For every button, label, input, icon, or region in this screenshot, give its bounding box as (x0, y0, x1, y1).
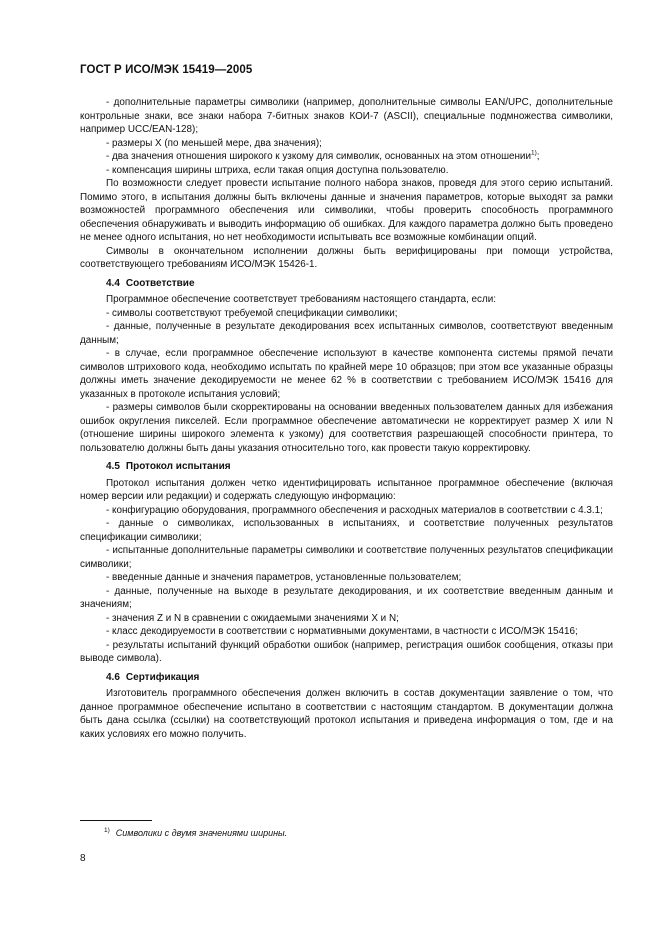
paragraph (80, 245, 613, 272)
list-item (80, 571, 613, 585)
footnote-divider (80, 820, 152, 821)
paragraph-text: - данные о символиках, использованных в испытаниях, и соответствие полученных результатов спецификации символики; (80, 518, 613, 543)
list-item (80, 307, 613, 321)
paragraph (80, 477, 613, 504)
list-item (80, 612, 613, 626)
footnote-reference: 1) (530, 149, 537, 157)
list-item (80, 544, 613, 571)
paragraph-text: - размеры X (по меньшей мере, два значения); (106, 137, 322, 149)
footnote (104, 828, 287, 838)
paragraph-text: - два значения отношения широкого к узкому для символик, основанных на этом отношении (106, 151, 531, 162)
paragraph (80, 293, 613, 307)
paragraph-text: - значения Z и N в сравнении с ожидаемыми значениями X и N; (106, 612, 399, 624)
list-item (80, 401, 613, 455)
list-item (80, 639, 613, 666)
paragraph-text: Программное обеспечение соответствует требованиям настоящего стандарта, если: (106, 294, 496, 305)
list-item (80, 320, 613, 347)
section-number: 4.4 (106, 277, 120, 289)
footnote-mark: 1) (104, 827, 110, 834)
section-title: Соответствие (125, 277, 195, 289)
list-item (80, 585, 613, 612)
section-title: Протокол испытания (125, 461, 231, 472)
paragraph-text: - класс декодируемости в соответствии с нормативными документами, в частности с ИСО/МЭК 15416; (106, 626, 578, 637)
paragraph-text: - данные, полученные на выходе в результате декодирования, и их соответствие введенным данным и значениям; (80, 585, 613, 610)
list-item (80, 504, 613, 518)
paragraph-text: Символы в окончательном исполнении должны быть верифицированы при помощи устройства, соответствующего требованиям ИСО/МЭК 15426-1. (80, 245, 613, 270)
page-header: ГОСТ Р ИСО/МЭК 15419—2005 (80, 64, 253, 76)
paragraph-text: - в случае, если программное обеспечение используют в качестве компонента системы прямой печати символов штрихового кода, необходимо испытать по крайней мере 10 образцов; при этом все указанные образцы должны иметь значение декодируемости не менее 62 % в соответствии с требованием ИСО/МЭК 15416 для указанных в протоколе испытания условий; (80, 348, 613, 400)
list-item (80, 164, 613, 178)
list-item (80, 96, 613, 137)
section-title: Сертификация (125, 671, 200, 683)
paragraph-text: - конфигурацию оборудования, программного обеспечения и расходных материалов в соответствии с 4.3.1; (106, 504, 603, 516)
section-number: 4.5 (106, 461, 120, 472)
paragraph-text: Протокол испытания должен четко идентифицировать испытанное программное обеспечение (включая номер версии или редакции) и содержать следующую информацию: (80, 477, 613, 502)
section-number: 4.6 (106, 671, 120, 683)
paragraph-tail: ; (536, 151, 540, 162)
list-item (80, 517, 613, 544)
list-item (80, 625, 613, 639)
footnote-text: Символики с двумя значениями ширины. (115, 828, 288, 838)
paragraph-text: - дополнительные параметры символики (например, дополнительные символы EAN/UPC, дополнительные контрольные знаки, все знаки набора 7-битных знаков КОИ-7 (ASCII), специальные подмножества символики, например UCC/EAN-128); (80, 97, 613, 135)
paragraph-text: - введенные данные и значения параметров, установленные пользователем; (106, 572, 462, 583)
section-heading (80, 460, 613, 474)
list-item (80, 137, 613, 151)
paragraph-text: - данные, полученные в результате декодирования всех испытанных символов, соответствуют введенным данным; (80, 321, 613, 346)
paragraph-text: - компенсация ширины штриха, если такая опция доступна пользователю. (106, 164, 449, 176)
document-body (80, 96, 613, 741)
paragraph-text: Изготовитель программного обеспечения должен включить в состав документации заявление о том, что данное программное обеспечение испытано в соответствии с настоящим стандартом. В документации должна быть дана ссылка (ссылки) на соответствующий протокол испытания и приведена информация о том, где и на каких условиях его можно получить. (80, 688, 613, 740)
paragraph (80, 687, 613, 741)
page-number: 8 (80, 853, 86, 864)
paragraph (80, 177, 613, 245)
paragraph-text: - испытанные дополнительные параметры символики и соответствие полученных результатов спецификации символики; (80, 545, 613, 570)
paragraph-text: - результаты испытаний функций обработки ошибок (например, регистрация ошибок сообщения, отказы при выводе символа). (80, 639, 613, 664)
section-heading (80, 277, 613, 291)
paragraph-text: По возможности следует провести испытание полного набора знаков, проведя для этого серию испытаний. Помимо этого, в испытания должны быть включены данные и значения параметров, которые выходят за рамки возможностей программного обеспечения или символики, чтобы проверить способность программного обеспечения обнаруживать и выводить информацию об ошибках. Для каждого параметра должно быть проведено не менее одного испытания, но нет необходимости испытывать все возможные комбинации опций. (80, 178, 613, 243)
list-item (80, 347, 613, 401)
list-item (80, 150, 613, 164)
paragraph-text: - символы соответствуют требуемой спецификации символики; (106, 307, 398, 319)
section-heading (80, 671, 613, 685)
paragraph-text: - размеры символов были скорректированы на основании введенных пользователем данных для избежания ошибок округления пикселей. Если программное обеспечение автоматически не корректирует размер X или N (отношение ширины широкого элемента к узкому) для соответствия разрешающей способности принтера, то пользователю должны быть даны указания относительно того, как провести такую корректировку. (80, 402, 613, 454)
